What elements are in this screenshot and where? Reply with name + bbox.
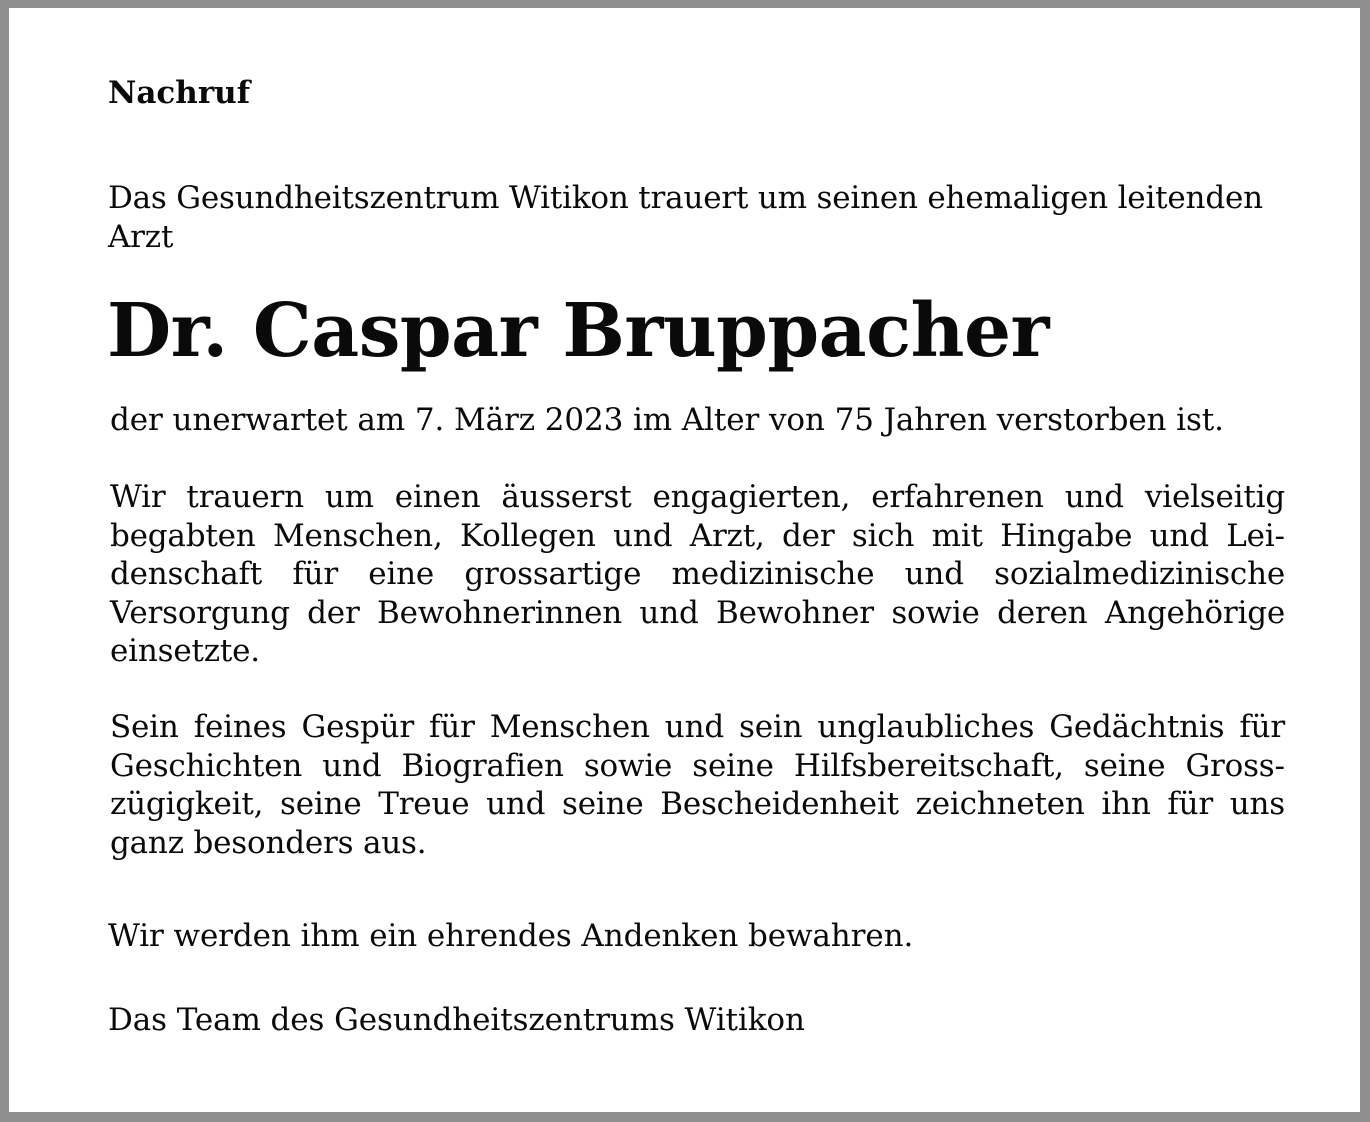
signature-line: Das Team des Gesundheitszentrums Witikon	[108, 1002, 805, 1038]
closing-line: Wir werden ihm ein ehrendes Andenken bewahren.	[108, 918, 914, 954]
notice-kicker: Nachruf	[108, 75, 251, 111]
tribute-paragraph-2: Sein feines Gespür für Menschen und sein unglaubliches Gedächtnis für Geschichten und Biografien sowie seine Hilfsbereitschaft, seine Grosszügigkeit, seine Treue und seine Bescheidenheit zeichneten ihn für uns ganz besonders aus.	[110, 709, 1285, 861]
obituary-notice	[9, 8, 1360, 1112]
death-line: der unerwartet am 7. März 2023 im Alter von 75 Jahren verstorben ist.	[110, 402, 1224, 438]
tribute-paragraph-1: Wir trauern um einen äusserst engagierten, erfahrenen und vielseitig begabten Menschen, Kollegen und Arzt, der sich mit Hingabe und Leidenschaft für eine grossartige medizinische und sozialmedizinische Versorgung der Bewohnerinnen und Bewohner sowie deren Angehörige einsetzte.	[110, 479, 1285, 669]
intro-text: Das Gesundheitszentrum Witikon trauert um seinen ehemaligen leitenden Arzt	[108, 180, 1263, 255]
deceased-name: Dr. Caspar Bruppacher	[107, 288, 1050, 374]
